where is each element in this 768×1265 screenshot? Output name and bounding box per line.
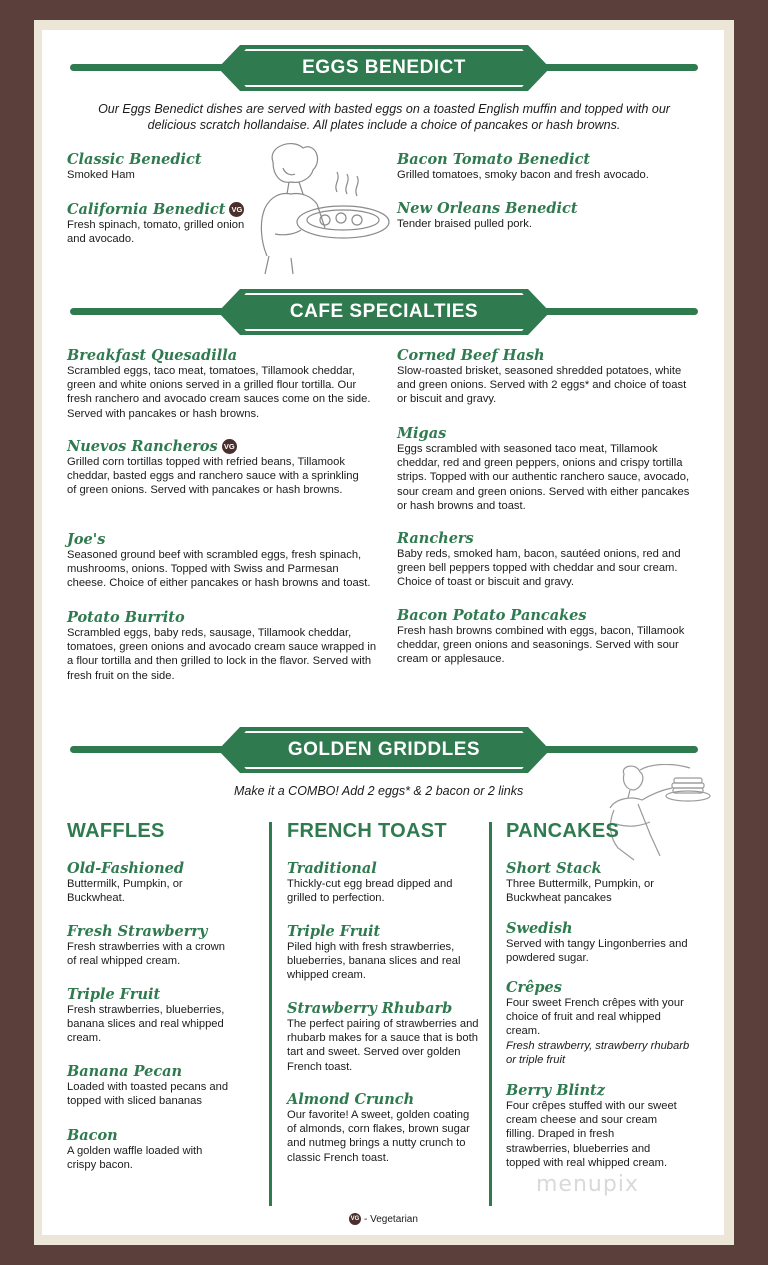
menu-item <box>506 920 696 965</box>
menu-item <box>67 1127 257 1172</box>
vegetarian-badge: VG <box>222 439 237 454</box>
menu-item <box>397 607 697 667</box>
item-name: Fresh Strawberry <box>67 923 208 940</box>
item-desc: Buttermilk, Pumpkin, or Buckwheat. <box>67 878 183 905</box>
menu-item <box>67 1063 257 1108</box>
menu-item <box>67 347 377 421</box>
menu-item <box>67 531 377 591</box>
section-banner-cafe-specialties <box>218 289 550 335</box>
menu-item <box>397 151 687 182</box>
item-desc: Fresh hash browns combined with eggs, bacon, Tillamook cheddar, green onions and seasonings. Served with sour cream or applesauce. <box>397 625 685 666</box>
section-banner-eggs-benedict <box>218 45 550 91</box>
item-name: Triple Fruit <box>287 923 381 940</box>
item-desc: Piled high with fresh strawberries, blueberries, banana slices and real whipped cream. <box>287 941 461 982</box>
column-heading-french-toast: FRENCH TOAST <box>287 820 447 842</box>
menu-item <box>397 200 687 231</box>
item-name: Berry Blintz <box>506 1082 605 1099</box>
item-name: New Orleans Benedict <box>397 200 578 217</box>
menu-item <box>67 923 257 968</box>
item-desc: Tender braised pulled pork. <box>397 218 532 230</box>
menu-item <box>67 151 267 182</box>
item-name: Crêpes <box>506 979 562 996</box>
item-desc: Smoked Ham <box>67 169 135 181</box>
item-desc-options: Fresh strawberry, strawberry rhubarb or triple fruit <box>506 1039 690 1066</box>
section-title: EGGS BENEDICT <box>302 57 466 78</box>
legend-text: - Vegetarian <box>364 1213 418 1225</box>
menu-item <box>287 923 479 983</box>
item-name: Bacon <box>67 1127 118 1144</box>
item-name: Traditional <box>287 860 377 877</box>
menu-item <box>506 1082 696 1170</box>
item-desc: Served with tangy Lingonberries and powdered sugar. <box>506 938 688 965</box>
menu-item <box>287 1091 479 1165</box>
column-divider <box>489 822 492 1206</box>
menu-item <box>506 860 696 905</box>
item-name: Joe's <box>67 531 106 548</box>
vegetarian-badge: VG <box>349 1213 361 1225</box>
menu-item <box>67 201 257 246</box>
section-title: CAFE SPECIALTIES <box>289 301 479 322</box>
item-desc: Fresh strawberries, blueberries, banana slices and real whipped cream. <box>67 1004 225 1045</box>
item-name: Old-Fashioned <box>67 860 184 877</box>
item-name: Nuevos Rancheros <box>67 438 218 455</box>
item-desc: Fresh strawberries with a crown of real whipped cream. <box>67 941 225 968</box>
item-desc: Seasoned ground beef with scrambled eggs, fresh spinach, mushrooms, onions. Topped with Swiss and Parmesan cheese. Choice of either pancakes or hash browns and toast. <box>67 549 371 590</box>
column-heading-pancakes: PANCAKES <box>506 820 620 842</box>
menu-item <box>397 347 697 407</box>
section-title: GOLDEN GRIDDLES <box>287 739 481 760</box>
item-desc: Thickly-cut egg bread dipped and grilled to perfection. <box>287 878 453 905</box>
item-name: Bacon Potato Pancakes <box>397 607 587 624</box>
item-desc: Slow-roasted brisket, seasoned shredded potatoes, white and green onions. Served with 2 eggs* and choice of toast or biscuit and gravy. <box>397 365 687 406</box>
item-name: Short Stack <box>506 860 602 877</box>
eggs-benedict-intro: Our Eggs Benedict dishes are served with basted eggs on a toasted English muffin and topped with our delicious scratch hollandaise. All plates include a choice of pancakes or hash browns. <box>98 102 670 132</box>
item-desc: Three Buttermilk, Pumpkin, or Buckwheat pancakes <box>506 878 654 905</box>
item-desc: Four sweet French crêpes with your choice of fruit and real whipped cream. <box>506 997 684 1038</box>
menu-item <box>67 609 377 683</box>
waitress-illustration <box>245 138 393 276</box>
item-desc: Eggs scrambled with seasoned taco meat, Tillamook cheddar, red and green peppers, onions and crispy tortilla strips. Topped with our authentic ranchero sauce, avocado, sour cream and green onions. Served with either pancakes or hash browns and toast. <box>397 443 690 512</box>
item-name: Bacon Tomato Benedict <box>397 151 591 168</box>
watermark: menupix <box>536 1172 639 1197</box>
item-name: Almond Crunch <box>287 1091 415 1108</box>
item-name: Triple Fruit <box>67 986 161 1003</box>
item-desc: Grilled tomatoes, smoky bacon and fresh avocado. <box>397 169 649 181</box>
item-name: California Benedict <box>67 201 226 218</box>
item-name: Strawberry Rhubarb <box>287 1000 453 1017</box>
column-heading-waffles: WAFFLES <box>67 820 165 842</box>
item-desc: Our favorite! A sweet, golden coating of almonds, corn flakes, brown sugar and nutmeg brings a nutty crunch to classic French toast. <box>287 1109 470 1164</box>
menu-item <box>287 860 479 905</box>
item-name: Banana Pecan <box>67 1063 183 1080</box>
item-name: Ranchers <box>397 530 474 547</box>
menu-item <box>397 530 697 590</box>
item-name: Corned Beef Hash <box>397 347 545 364</box>
item-desc: The perfect pairing of strawberries and rhubarb makes for a sauce that is both tart and sweet. Served over golden French toast. <box>287 1018 479 1073</box>
item-desc: A golden waffle loaded with crispy bacon. <box>67 1145 203 1172</box>
item-name: Potato Burrito <box>67 609 185 626</box>
item-desc: Scrambled eggs, baby reds, sausage, Tillamook cheddar, tomatoes, green onions and avocado cream sauce wrapped in a flour tortilla and then grilled to lock in the flavor. Served with fresh fruit on the side. <box>67 627 377 682</box>
item-desc: Scrambled eggs, taco meat, tomatoes, Tillamook cheddar, green and white onions served in a grilled flour tortilla. Our fresh ranchero and avocado cream sauces come on the side. Served with pancakes or hash browns. <box>67 365 371 420</box>
combo-note: Make it a COMBO! Add 2 eggs* & 2 bacon or 2 links <box>234 784 524 798</box>
menu-item <box>287 1000 479 1074</box>
vegetarian-badge: VG <box>229 202 244 217</box>
section-banner-golden-griddles <box>218 727 550 773</box>
waitress-pancakes-illustration <box>580 764 716 864</box>
item-name: Swedish <box>506 920 573 937</box>
menu-item <box>67 986 257 1046</box>
item-desc: Four crêpes stuffed with our sweet cream cheese and sour cream filling. Draped in fresh strawberries, blueberries and topped with real whipped cream. <box>506 1100 677 1169</box>
item-name: Migas <box>397 425 447 442</box>
item-desc: Loaded with toasted pecans and topped with sliced bananas <box>67 1081 229 1108</box>
menu-item <box>67 860 257 905</box>
menu-item <box>67 438 367 498</box>
item-name: Classic Benedict <box>67 151 202 168</box>
item-desc: Fresh spinach, tomato, grilled onion and avocado. <box>67 219 245 246</box>
item-desc: Baby reds, smoked ham, bacon, sautéed onions, red and green bell peppers topped with cheddar and sour cream. Choice of toast or biscuit and gravy. <box>397 548 681 589</box>
column-divider <box>269 822 272 1206</box>
item-desc: Grilled corn tortillas topped with refried beans, Tillamook cheddar, basted eggs and ranchero sauce with a sprinkling of green onions. Served with pancakes or hash browns. <box>67 456 359 497</box>
vegetarian-legend <box>349 1213 418 1225</box>
item-name: Breakfast Quesadilla <box>67 347 238 364</box>
menu-item <box>397 425 697 513</box>
menu-item <box>506 979 696 1067</box>
